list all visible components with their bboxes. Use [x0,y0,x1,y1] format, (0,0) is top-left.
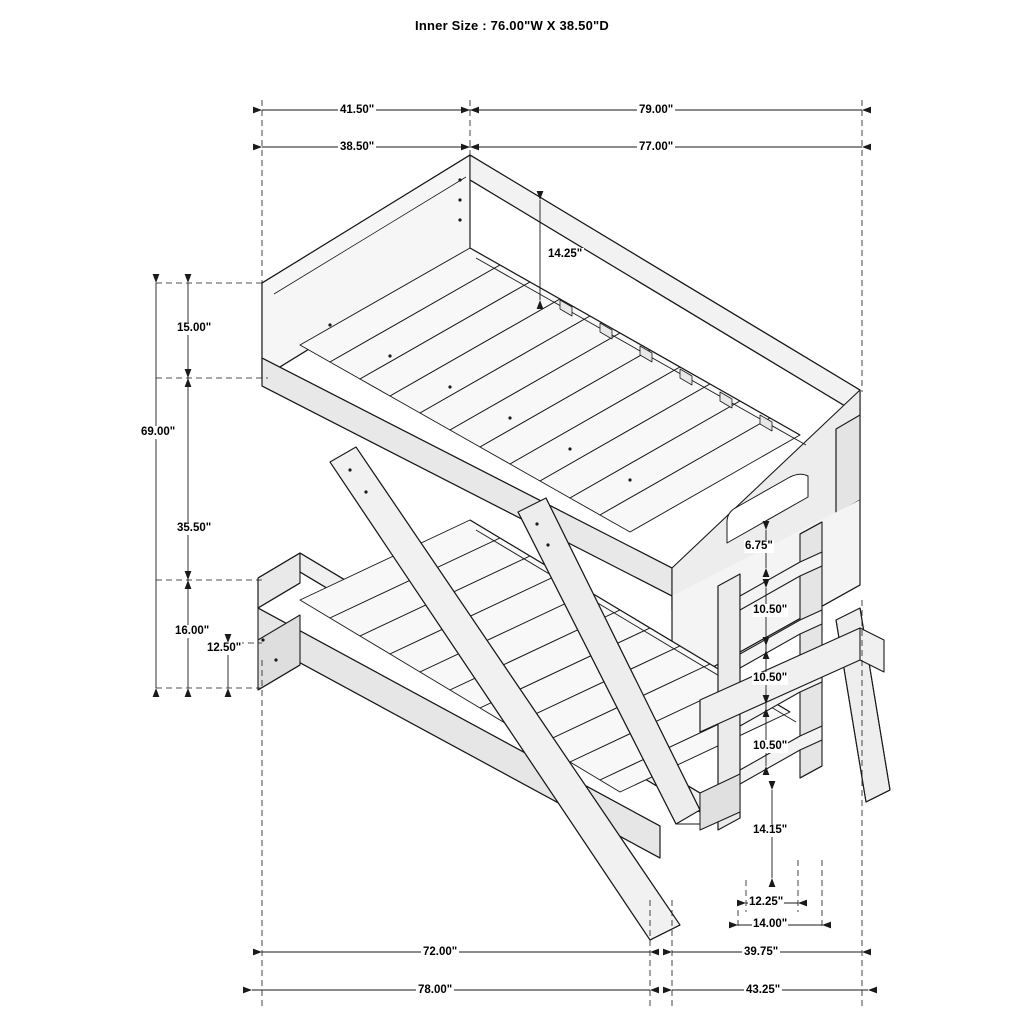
dim-lower-deck-height: 12.50" [207,642,242,654]
dim-bottom-right-inner: 39.75" [744,946,779,958]
dim-top-left-inner: 38.50" [340,141,375,153]
dim-top-right-outer: 79.00" [639,104,674,116]
dim-guard-rail-height: 15.00" [177,322,212,334]
dim-ladder-outer-width: 14.00" [753,918,788,930]
dim-top-left-outer: 41.50" [340,104,375,116]
dim-ladder-inner-width: 12.25" [749,896,784,908]
dim-ladder-step-2: 10.50" [753,672,788,684]
dim-ladder-bottom-step: 14.15" [753,824,788,836]
dim-upper-deck-height: 35.50" [177,522,212,534]
page-title: Inner Size : 76.00"W X 38.50"D [415,18,609,33]
bed-geometry [258,155,890,940]
dim-top-right-inner: 77.00" [639,141,674,153]
dim-bottom-right-outer: 43.25" [746,984,781,996]
dim-ladder-top-gap: 6.75" [745,540,773,552]
dim-bottom-left-inner: 72.00" [423,946,458,958]
dim-ladder-step-1: 10.50" [753,604,788,616]
dim-bottom-left-outer: 78.00" [418,984,453,996]
dim-upper-bunk-clearance: 14.25" [548,248,583,260]
dim-lower-rail-height: 16.00" [175,625,210,637]
dim-overall-height: 69.00" [141,426,176,438]
dim-ladder-step-3: 10.50" [753,740,788,752]
